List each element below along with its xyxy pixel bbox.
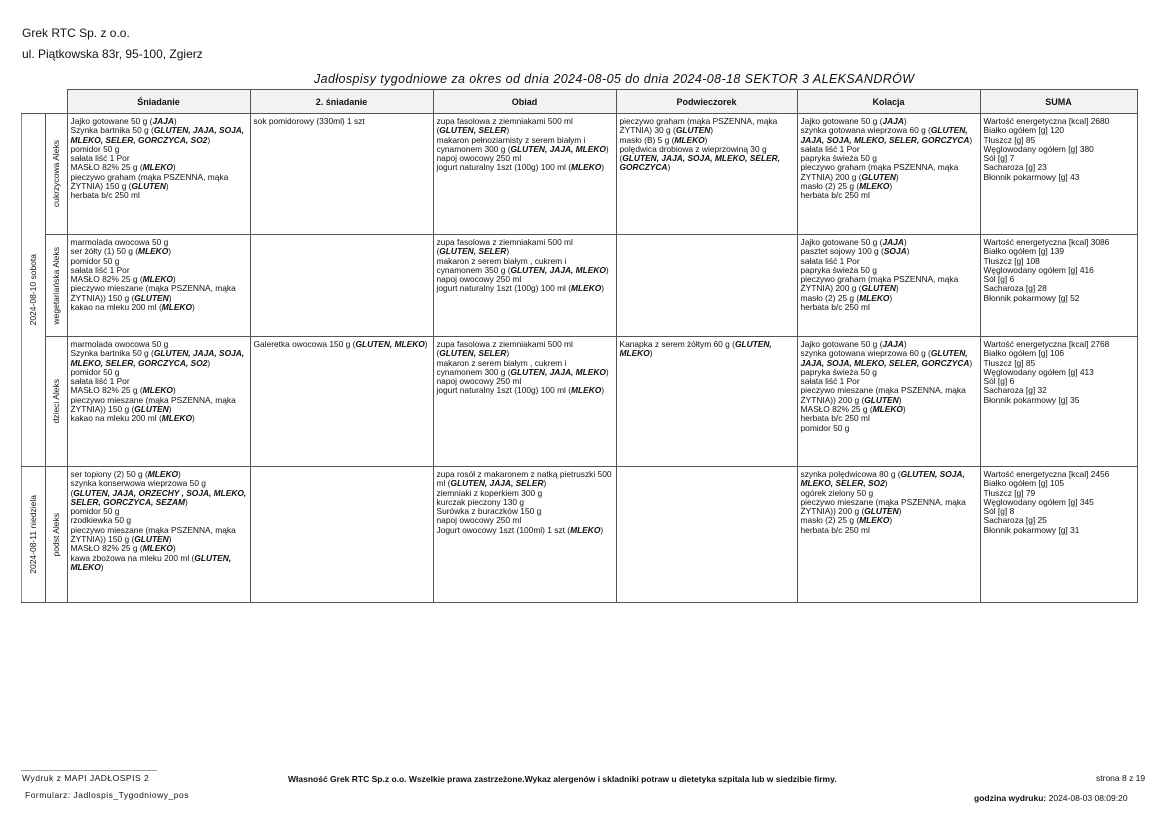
header-blank-date	[21, 90, 45, 114]
company-address: ul. Piątkowska 83r, 95-100, Zgierz	[22, 47, 203, 61]
table-row	[21, 337, 1137, 467]
footer-divider	[21, 770, 157, 771]
meal-sniadanie: Jajko gotowane 50 g (JAJA) Szynka bartnika 50 g (GLUTEN, JAJA, SOJA, MLEKO, SELER, GORCZYCA, SO2) pomidor 50 g sałata liść 1 Por MASŁO 82% 25 g (MLEKO) pieczywo graham (mąka PSZENNA, mąka ŻYTNIA) 150 g (GLUTEN) herbata b/c 250 ml	[67, 114, 250, 235]
weekly-menu-table	[21, 89, 1138, 603]
header-blank-diet	[45, 90, 67, 114]
company-header	[22, 23, 203, 65]
day-date: 2024-08-10 sobota	[27, 254, 38, 326]
company-name: Grek RTC Sp. z o.o.	[22, 26, 130, 40]
footer-copyright: Własność Grek RTC Sp.z o.o. Wszelkie prawa zastrzeżone.Wykaz alergenów i skladniki potraw u dietetyka szpitala lub w siedzibie firmy.	[288, 774, 837, 784]
meal-drugie-sniadanie	[250, 235, 433, 337]
footer-software: Wydruk z MAPI JADŁOSPIS 2	[22, 773, 150, 783]
meal-suma: Wartość energetyczna [kcal] 2768 Białko ogółem [g] 106 Tłuszcz [g] 85 Węglowodany ogółem [g] 413 Sól [g] 6 Sacharoza [g] 32 Błonnik pokarmowy [g] 35	[980, 337, 1137, 467]
table-row	[21, 235, 1137, 337]
meal-obiad: zupa fasolowa z ziemniakami 500 ml (GLUTEN, SELER) makaron z serem białym , cukrem i cynamonem 350 g (GLUTEN, JAJA, MLEKO) napoj owocowy 250 ml jogurt naturalny 1szt (100g) 100 ml (MLEKO)	[433, 235, 616, 337]
meal-podwieczorek: pieczywo graham (mąka PSZENNA, mąka ŻYTNIA) 30 g (GLUTEN) masło (B) 5 g (MLEKO) polędwica drobiowa z wieprzowiną 30 g (GLUTEN, JAJA, SOJA, MLEKO, SELER, GORCZYCA)	[616, 114, 797, 235]
diet-name-cell	[45, 114, 67, 235]
document-title: Jadłospisy tygodniowe za okres od dnia 2024-08-05 do dnia 2024-08-18 SEKTOR 3 ALEKSANDRÓW	[314, 72, 915, 86]
diet-name-cell	[45, 235, 67, 337]
meal-obiad: zupa fasolowa z ziemniakami 500 ml (GLUTEN, SELER) makaron pełnoziarnisty z serem białym i cynamonem 300 g (GLUTEN, JAJA, MLEKO) napoj owocowy 250 ml jogurt naturalny 1szt (100g) 100 ml (MLEKO)	[433, 114, 616, 235]
diet-name: wegetariańska Aleks	[51, 246, 61, 325]
table-row	[21, 114, 1137, 235]
meal-suma: Wartość energetyczna [kcal] 2680 Białko ogółem [g] 120 Tłuszcz [g] 85 Węglowodany ogółem [g] 380 Sól [g] 7 Sacharoza [g] 23 Błonnik pokarmowy [g] 43	[980, 114, 1137, 235]
page-number: strona 8 z 19	[1096, 773, 1146, 783]
meal-podwieczorek	[616, 467, 797, 603]
meal-suma: Wartość energetyczna [kcal] 2456 Białko ogółem [g] 105 Tłuszcz [g] 79 Węglowodany ogółem [g] 345 Sól [g] 8 Sacharoza [g] 25 Błonnik pokarmowy [g] 31	[980, 467, 1137, 603]
meal-sniadanie: ser topiony (2) 50 g (MLEKO) szynka konserwowa wieprzowa 50 g (GLUTEN, JAJA, ORZECHY , SOJA, MLEKO, SELER, GORCZYCA, SEZAM) pomidor 50 g rzodkiewka 50 g pieczywo mieszane (mąka PSZENNA, mąka ŻYTNIA)) 150 g (GLUTEN) MASŁO 82% 25 g (MLEKO) kawa zbożowa na mleku 200 ml (GLUTEN, MLEKO)	[67, 467, 250, 603]
diet-name: podst Aleks	[51, 512, 61, 557]
footer-form-name: Formularz: Jadlospis_Tygodniowy_pos	[25, 790, 189, 800]
table-row	[21, 467, 1137, 603]
diet-name-cell	[45, 337, 67, 467]
day-date-cell	[21, 114, 45, 467]
print-time	[974, 793, 1128, 803]
meal-drugie-sniadanie: Galeretka owocowa 150 g (GLUTEN, MLEKO)	[250, 337, 433, 467]
meal-drugie-sniadanie	[250, 467, 433, 603]
meal-obiad: zupa rosół z makaronem z natką pietruszki 500 ml (GLUTEN, JAJA, SELER) ziemniaki z koperkiem 300 g kurczak pieczony 130 g Surówka z buraczków 150 g napoj owocowy 250 ml Jogurt owocowy 1szt (100ml) 1 szt (MLEKO)	[433, 467, 616, 603]
table-header-row	[21, 90, 1137, 114]
meal-drugie-sniadanie: sok pomidorowy (330ml) 1 szt	[250, 114, 433, 235]
header-suma: SUMA	[980, 90, 1137, 114]
diet-name-cell	[45, 467, 67, 603]
header-kolacja: Kolacja	[797, 90, 980, 114]
day-date-cell	[21, 467, 45, 603]
header-podwieczorek: Podwieczorek	[616, 90, 797, 114]
print-time-value: 2024-08-03 08:09:20	[1048, 793, 1128, 803]
meal-kolacja: Jajko gotowane 50 g (JAJA) szynka gotowana wieprzowa 60 g (GLUTEN, JAJA, SOJA, MLEKO, SELER, GORCZYCA) sałata liść 1 Por papryka świeża 50 g pieczywo graham (mąka PSZENNA, mąka ŻYTNIA) 200 g (GLUTEN) masło (2) 25 g (MLEKO) herbata b/c 250 ml	[797, 114, 980, 235]
meal-podwieczorek: Kanapka z serem żółtym 60 g (GLUTEN, MLEKO)	[616, 337, 797, 467]
header-drugie-sniadanie: 2. śniadanie	[250, 90, 433, 114]
diet-name: dzieci Aleks	[51, 379, 61, 424]
meal-kolacja: Jajko gotowane 50 g (JAJA) szynka gotowana wieprzowa 60 g (GLUTEN, JAJA, SOJA, MLEKO, SELER, GORCZYCA) papryka świeża 50 g sałata liść 1 Por pieczywo mieszane (mąka PSZENNA, mąka ŻYTNIA)) 200 g (GLUTEN) MASŁO 82% 25 g (MLEKO) herbata b/c 250 ml pomidor 50 g	[797, 337, 980, 467]
meal-sniadanie: marmolada owocowa 50 g ser żółty (1) 50 g (MLEKO) pomidor 50 g sałata liść 1 Por MASŁO 82% 25 g (MLEKO) pieczywo mieszane (mąka PSZENNA, mąka ŻYTNIA)) 150 g (GLUTEN) kakao na mleku 200 ml (MLEKO)	[67, 235, 250, 337]
diet-name: cukrzycowa Aleks	[51, 140, 61, 208]
meal-sniadanie: marmolada owocowa 50 g Szynka bartnika 50 g (GLUTEN, JAJA, SOJA, MLEKO, SELER, GORCZYCA, SO2) pomidor 50 g sałata liść 1 Por MASŁO 82% 25 g (MLEKO) pieczywo mieszane (mąka PSZENNA, mąka ŻYTNIA)) 150 g (GLUTEN) kakao na mleku 200 ml (MLEKO)	[67, 337, 250, 467]
meal-kolacja: Jajko gotowane 50 g (JAJA) pasztet sojowy 100 g (SOJA) sałata liść 1 Por papryka świeża 50 g pieczywo graham (mąka PSZENNA, mąka ŻYTNIA) 200 g (GLUTEN) masło (2) 25 g (MLEKO) herbata b/c 250 ml	[797, 235, 980, 337]
meal-obiad: zupa fasolowa z ziemniakami 500 ml (GLUTEN, SELER) makaron z serem białym , cukrem i cynamonem 300 g (GLUTEN, JAJA, MLEKO) napoj owocowy 250 ml jogurt naturalny 1szt (100g) 100 ml (MLEKO)	[433, 337, 616, 467]
print-time-label: godzina wydruku:	[974, 793, 1047, 803]
header-sniadanie: Śniadanie	[67, 90, 250, 114]
meal-suma: Wartość energetyczna [kcal] 3086 Białko ogółem [g] 139 Tłuszcz [g] 108 Węglowodany ogółem [g] 416 Sól [g] 6 Sacharoza [g] 28 Błonnik pokarmowy [g] 52	[980, 235, 1137, 337]
meal-podwieczorek	[616, 235, 797, 337]
header-obiad: Obiad	[433, 90, 616, 114]
meal-kolacja: szynka polędwicowa 80 g (GLUTEN, SOJA, MLEKO, SELER, SO2) ogórek zielony 50 g pieczywo mieszane (mąka PSZENNA, mąka ŻYTNIA)) 200 g (GLUTEN) masło (2) 25 g (MLEKO) herbata b/c 250 ml	[797, 467, 980, 603]
day-date: 2024-08-11 niedziela	[27, 495, 38, 574]
